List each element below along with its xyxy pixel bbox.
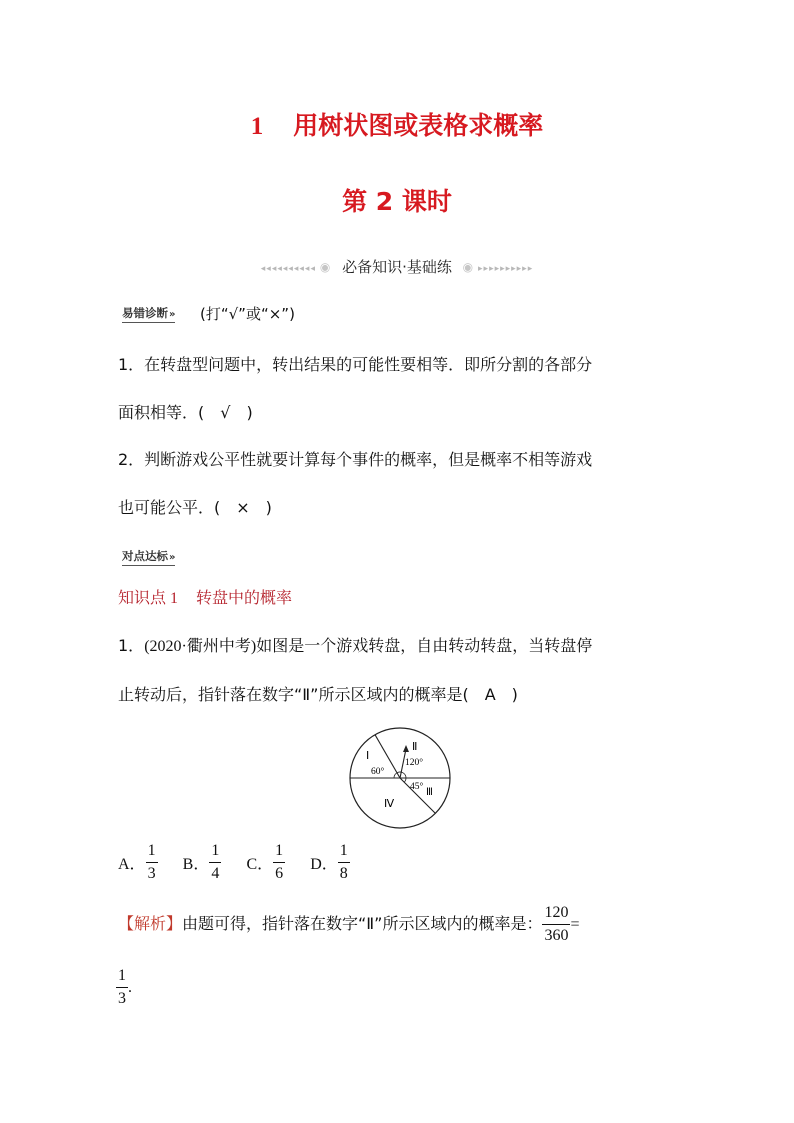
analysis	[118, 905, 580, 944]
option-a-fraction: $\frac{1}{3}$	[147, 842, 156, 882]
analysis-equals: =	[570, 916, 580, 933]
diagnosis-label: 易错诊断»	[122, 305, 175, 323]
spinner-diagram	[344, 727, 456, 829]
section-banner	[0, 256, 794, 277]
knowledge-point-number: 知识点 1	[118, 590, 179, 607]
diagnosis-item-1-line1: 1．在转盘型问题中，转出结果的可能性要相等．即所分割的各部分	[118, 355, 593, 374]
sector-label-3: Ⅲ	[426, 787, 433, 798]
banner-left-decoration: ◂◂◂◂◂◂◂◂◂◂ ◉	[260, 259, 332, 274]
option-d-fraction: $\frac{1}{8}$	[339, 842, 348, 882]
question-number: 1．	[118, 636, 145, 655]
analysis-result	[116, 968, 132, 1007]
option-c: C． $\frac{1}{6}$	[246, 842, 284, 882]
question-line1	[118, 633, 592, 656]
diagnosis-item-1-line2: 面积相等．( √ )	[118, 403, 253, 422]
analysis-tag: 【解析】	[118, 914, 183, 933]
banner-title: 必备知识·基础练	[342, 258, 452, 276]
lesson-title-text: 用树状图或表格求概率	[293, 111, 544, 140]
practice-label: 对点达标»	[122, 548, 175, 566]
diagnosis-item-2-line2: 也可能公平．( × )	[118, 498, 272, 517]
lesson-subtitle: 第 2 课时	[342, 187, 452, 216]
sector-label-2: Ⅱ	[412, 741, 418, 753]
banner-right-decoration: ◉ ▸▸▸▸▸▸▸▸▸▸	[462, 259, 534, 274]
angle-label-60: 60°	[371, 767, 385, 777]
option-b: B． $\frac{1}{4}$	[182, 842, 220, 882]
option-b-fraction: $\frac{1}{4}$	[211, 842, 220, 882]
lesson-title	[0, 106, 794, 142]
analysis-text: 由题可得，指针落在数字“Ⅱ”所示区域内的概率是：	[182, 914, 543, 933]
option-d: D． $\frac{1}{8}$	[310, 842, 348, 882]
angle-label-45: 45°	[410, 782, 424, 792]
analysis-period: .	[128, 979, 132, 996]
question-line2: 止转动后，指针落在数字“Ⅱ”所示区域内的概率是( A )	[118, 685, 518, 704]
analysis-fraction: $\frac{120}{360}$	[544, 904, 569, 944]
diagnosis-instruction: (打“√”或“×”)	[200, 305, 295, 323]
knowledge-point-heading	[118, 585, 292, 608]
knowledge-point-title: 转盘中的概率	[196, 588, 293, 607]
analysis-result-fraction: $\frac{1}{3}$	[118, 967, 126, 1007]
question-source: (2020·衢州中考)	[144, 638, 257, 655]
option-a: A． $\frac{1}{3}$	[118, 842, 156, 882]
diagnosis-item-2-line1: 2．判断游戏公平性就要计算每个事件的概率，但是概率不相等游戏	[118, 450, 593, 469]
answer-options	[118, 843, 370, 882]
sector-label-4: Ⅳ	[384, 798, 395, 810]
option-c-fraction: $\frac{1}{6}$	[275, 842, 284, 882]
angle-label-120: 120°	[405, 758, 424, 768]
question-text: 如图是一个游戏转盘，自由转动转盘，当转盘停	[256, 636, 593, 655]
lesson-number: 1	[250, 113, 264, 140]
sector-label-1: Ⅰ	[366, 750, 370, 762]
